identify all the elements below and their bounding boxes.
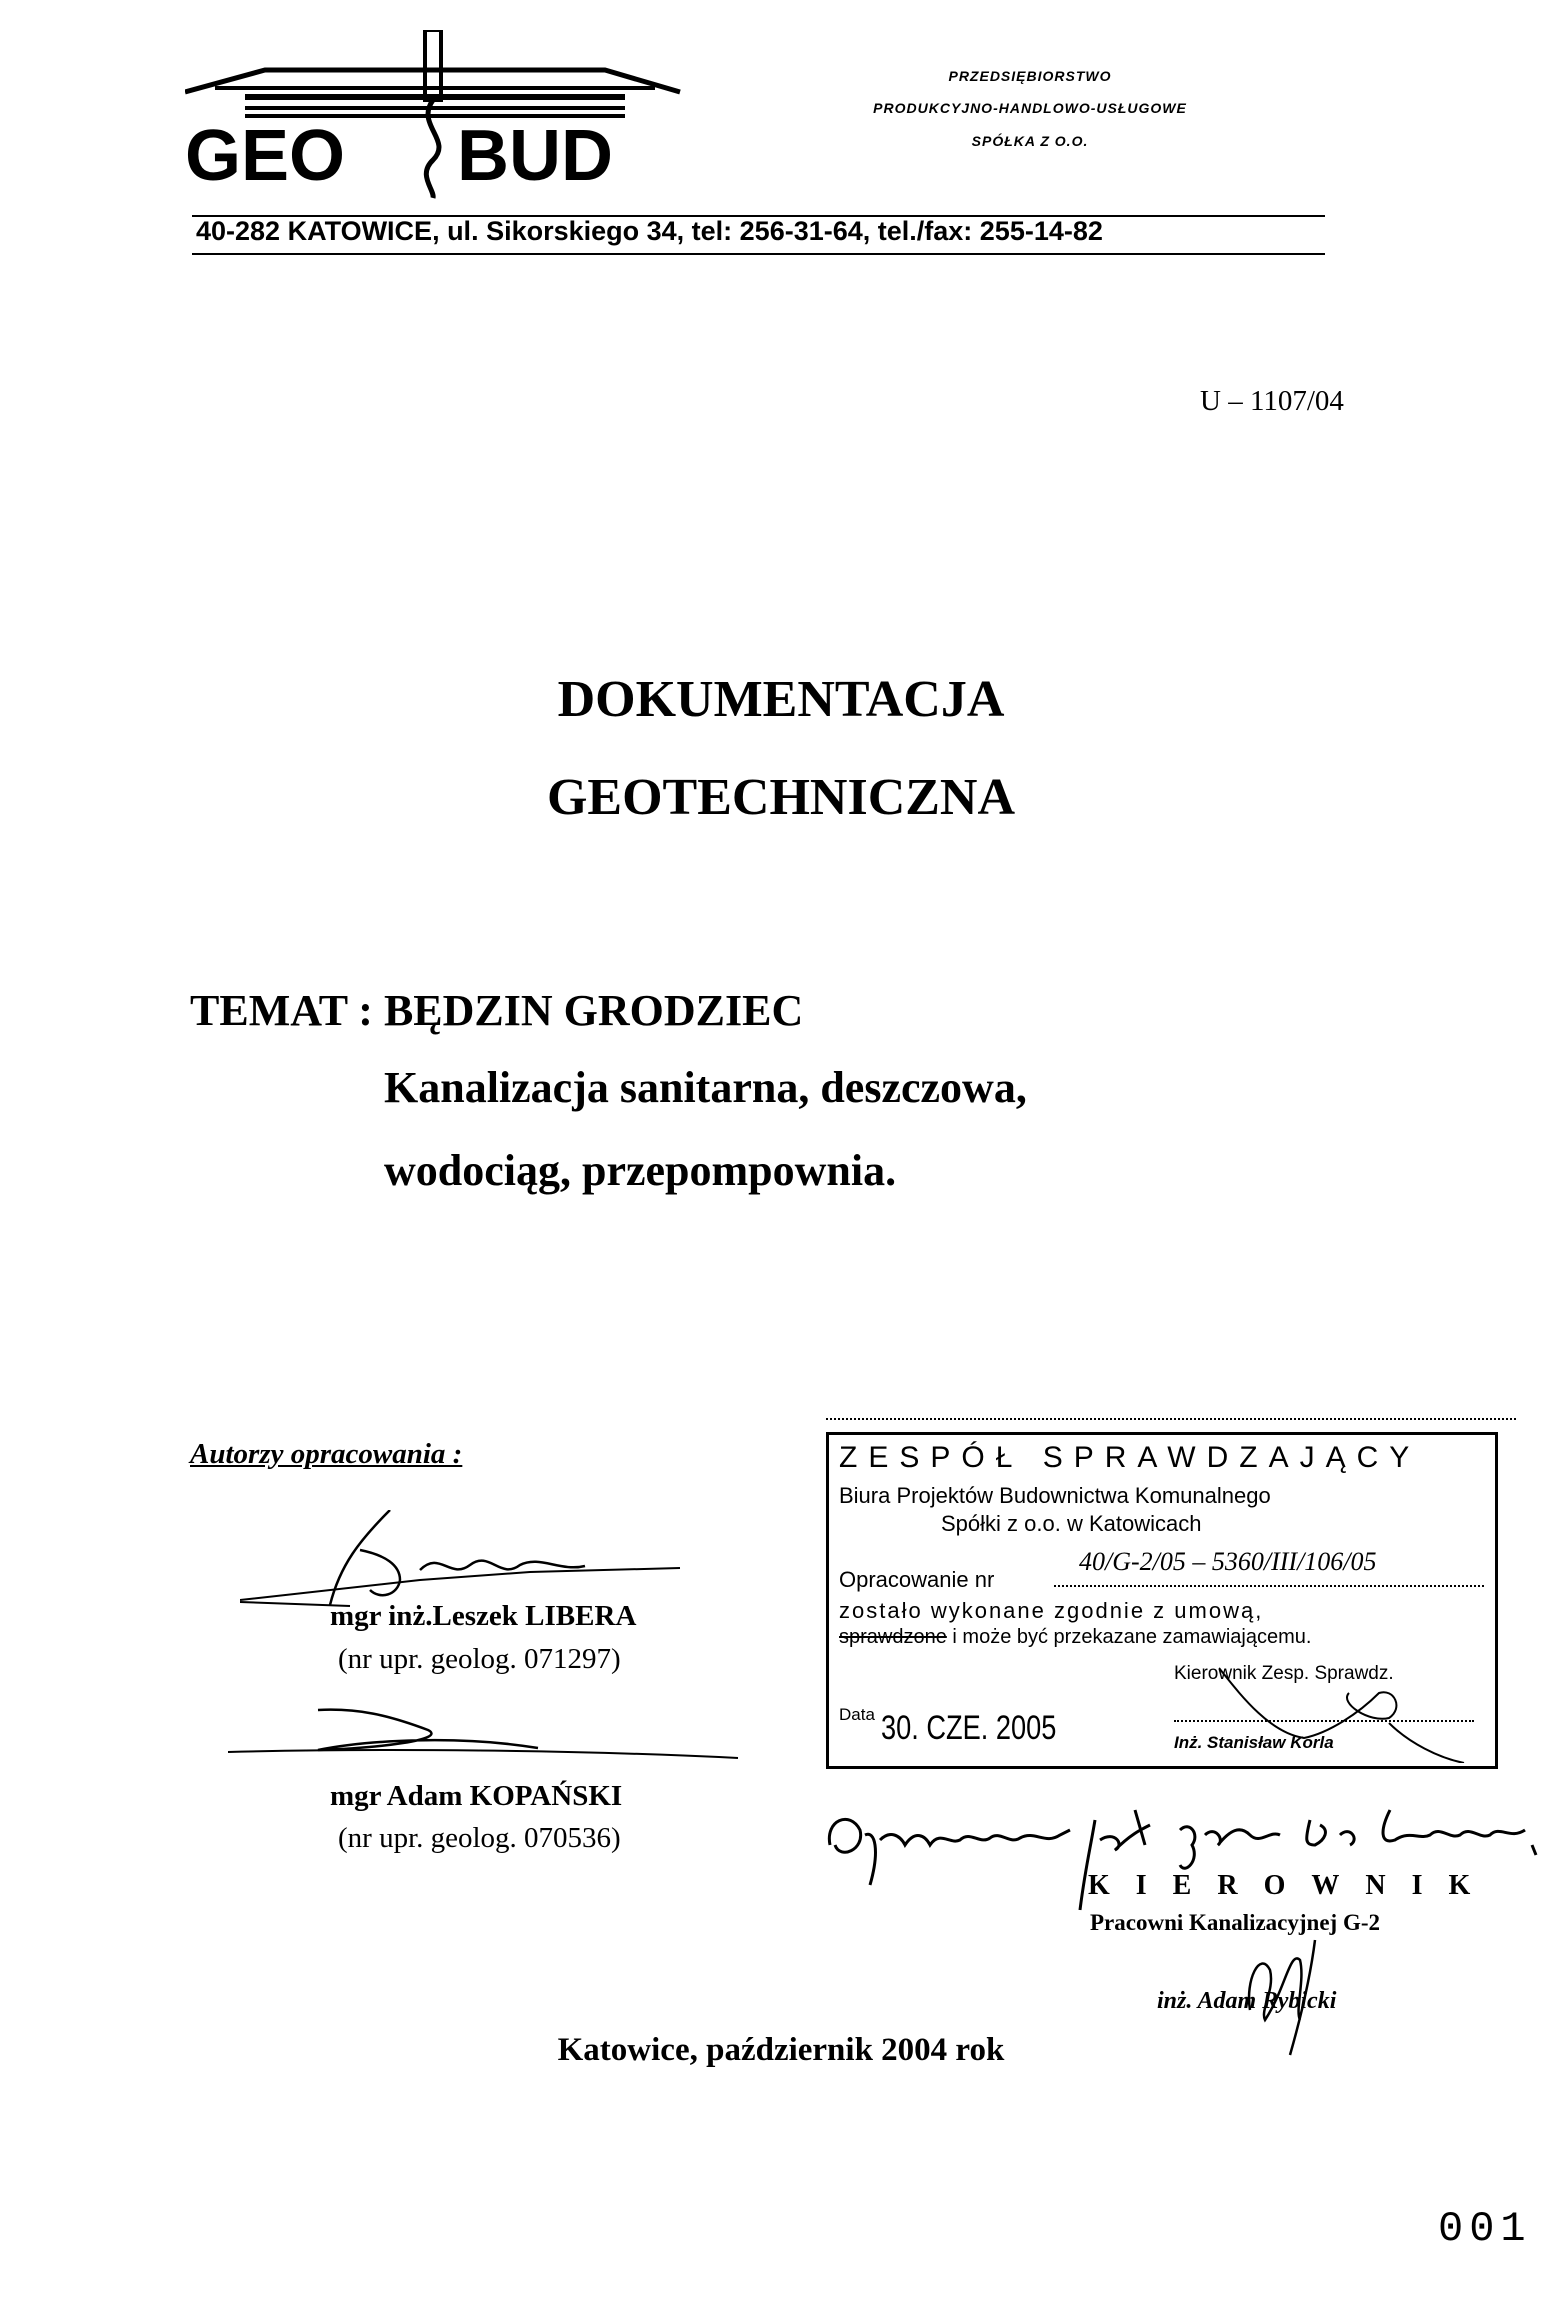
place-and-date: Katowice, październik 2004 rok (557, 2032, 1005, 2068)
stamp-data-label: Data (839, 1705, 875, 1724)
kierownik-title: KIEROWNIK (1088, 1870, 1497, 1901)
stamp-date: 30. CZE. 2005 (881, 1709, 1057, 1747)
signature-kopanski (228, 1700, 748, 1780)
stamp-line-5-rest: i może być przekazane zamawiającemu. (952, 1626, 1312, 1648)
stamp-line-4: zostało wykonane zgodnie z umową, (839, 1598, 1264, 1623)
title-line-2: GEOTECHNICZNA (546, 769, 1016, 826)
author-1-license: (nr upr. geolog. 071297) (338, 1643, 621, 1675)
stamp-dotted-border (826, 1418, 1516, 1420)
stamp-line-1: Biura Projektów Budownictwa Komunalnego (839, 1483, 1271, 1508)
company-logo (185, 30, 685, 205)
company-line-2: PRODUKCYJNO-HANDLOWO-USŁUGOWE (873, 100, 1187, 116)
stamp-kierownik-label: Kierownik Zesp. Sprawdz. (1174, 1663, 1394, 1684)
topic-line-3: wodociąg, przepompownia. (384, 1146, 897, 1195)
page-number: 001 (1438, 2205, 1532, 2253)
topic-line-2: Kanalizacja sanitarna, deszczowa, (384, 1063, 1027, 1112)
author-2-license: (nr upr. geolog. 070536) (338, 1822, 621, 1854)
stamp-line-2: Spółki z o.o. w Katowicach (941, 1511, 1202, 1536)
kierownik-name: inż. Adam Rybicki (1157, 1988, 1337, 2014)
logo-right-text: BUD (457, 116, 613, 196)
verification-stamp (826, 1432, 1498, 1769)
author-1-name: mgr inż.Leszek LIBERA (330, 1600, 637, 1632)
kierownik-unit: Pracowni Kanalizacyjnej G-2 (1090, 1910, 1381, 1935)
stamp-line-5 (839, 1626, 1311, 1649)
stamp-dotted-fill (1054, 1585, 1484, 1587)
stamp-opracowanie-value: 40/G-2/05 – 5360/III/106/05 (1079, 1547, 1377, 1576)
company-line-1: PRZEDSIĘBIORSTWO (948, 68, 1112, 84)
stamp-opracowanie-label: Opracowanie nr (839, 1567, 995, 1592)
logo-graphic (185, 30, 685, 200)
topic-heading: TEMAT : BĘDZIN GRODZIEC (190, 986, 804, 1035)
title-line-1: DOKUMENTACJA (557, 671, 1005, 728)
document-number: U – 1107/04 (1200, 385, 1344, 417)
logo-left-text: GEO (185, 116, 346, 196)
company-address: 40-282 KATOWICE, ul. Sikorskiego 34, tel: 256-31-64, tel./fax: 255-14-82 (196, 216, 1103, 246)
address-rule-bottom (192, 253, 1325, 255)
stamp-signature (1219, 1663, 1479, 1763)
company-line-3: SPÓŁKA Z O.O. (971, 133, 1089, 149)
authors-label: Autorzy opracowania : (190, 1438, 463, 1470)
stamp-heading: ZESPÓŁ SPRAWDZAJĄCY (839, 1441, 1421, 1474)
stamp-struck-word: sprawdzone (839, 1626, 947, 1648)
author-2-name: mgr Adam KOPAŃSKI (330, 1780, 623, 1812)
stamp-signer: Inż. Stanisław Korla (1174, 1733, 1334, 1752)
